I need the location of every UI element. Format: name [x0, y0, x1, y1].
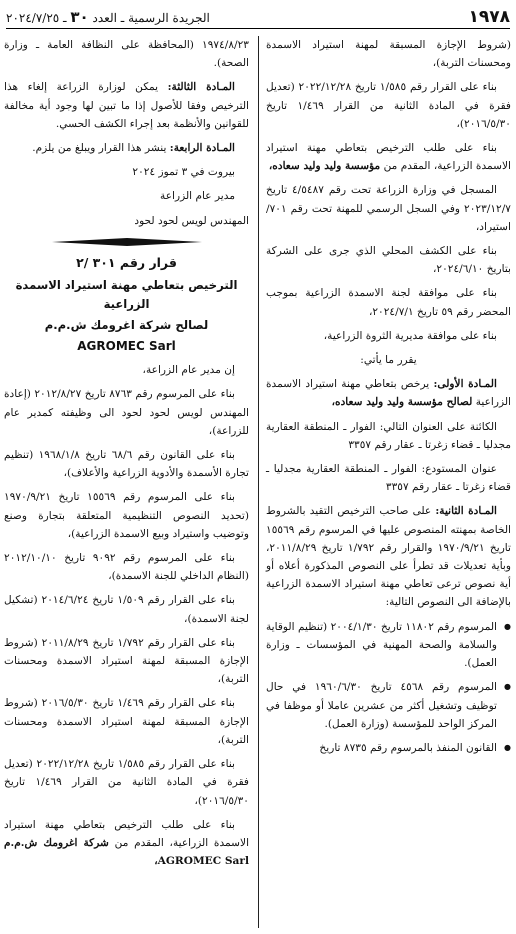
- article-1: [266, 375, 511, 411]
- decision-subject-line-1: الترخيص بتعاطي مهنة استيراد الاسمدة الزراعية: [15, 278, 238, 312]
- article-3-text: يمكن لوزارة الزراعة إلغاء هذا الترخيص وفقا للأصول إذا ما تبين لها وجود أية مخالفة للقوانين والأنظمة بعد إجراء الكشف الحسي.: [4, 81, 249, 130]
- decision-subject-line-2: لصالح شركة اغرومك ش.م.م: [44, 318, 209, 333]
- article-1-beneficiary: لصالح مؤسسة وليد وليد سعاده،: [331, 396, 473, 409]
- paragraph: بناء على القرار رقم ١/٥٨٥ تاريخ ٢٠٢٢/١٢/٢٨ (تعديل فقرة في المادة الثانية من القرار ١/٤٦٩ تاريخ ٢٠١٦/٥/٣٠)،: [266, 81, 511, 130]
- issue-number: ٣٠: [70, 8, 89, 26]
- article-2-label: المـادة الثانية:: [435, 505, 497, 518]
- paragraph: بناء على المرسوم رقم ٨٧٦٣ تاريخ ٢٠١٢/٨/٢٧ (إعادة المهندس لويس لحود لحود الى وظيفته كمدير عام للزراعة)،: [4, 388, 249, 437]
- decision-number: قرار رقم ٣٠١ /٢: [76, 254, 177, 270]
- applicant-name: مؤسسة وليد وليد سعاده،: [268, 160, 381, 173]
- paragraph: بناء على القرار رقم ١/٥٠٩ تاريخ ٢٠١٤/٦/٢٤ (تشكيل لجنة الاسمدة)،: [4, 594, 249, 625]
- paragraph: إن مدير عام الزراعة،: [142, 364, 235, 377]
- issue-date: ـ ٢٠٢٤/٧/٢٥: [6, 11, 67, 25]
- article-3: [4, 78, 249, 133]
- paragraph: بناء على الكشف المحلي الذي جرى على الشركة بتاريخ ٢٠٢٤/٦/١٠،: [266, 245, 511, 276]
- article-2-text: على صاحب الترخيص التقيد بالشروط الخاصة بمهنته المنصوص عليها في المرسوم رقم ١٥٥٦٩ تاريخ ١٩٧٠/٩/٢١ والقرار رقم ١/٧٩٢ تاريخ ٢٠١١/٨/٢٩، وبأية تعديلات قد تطرأ على النصوص المذكورة أعلاه أو أية نصوص ترعى تعاطي مهنة استيراد الاسمدة الزراعية بالإضافة الى النصوص التالية:: [266, 505, 511, 609]
- paragraph: ١٩٧٤/٨/٢٣ (المحافظة على النظافة العامة ـ وزارة الصحة).: [4, 39, 249, 70]
- signature-place-date: بيروت في ٣ تموز ٢٠٢٤: [132, 166, 235, 179]
- decision-company-latin: AGROMEC Sarl: [77, 339, 176, 354]
- list-item: ● المرسوم رقم ١١٨٠٢ تاريخ ٢٠٠٤/١/٣٠ (تنظيم الوقاية والسلامة والصحة المهنية في المؤسسات ـ وزارة العمل).: [266, 618, 511, 673]
- section-divider-ornament: [52, 236, 202, 248]
- address-warehouse: عنوان المستودع: الفوار ـ المنطقة العقارية مجدليا ـ قضاء زغرتا ـ عقار رقم ٣٣٥٧: [266, 463, 511, 494]
- left-column: [4, 36, 249, 876]
- paragraph: بناء على المرسوم رقم ٩٠٩٢ تاريخ ٢٠١٢/١٠/١٠ (النظام الداخلي للجنة الاسمدة)،: [4, 552, 249, 583]
- article-4: [4, 139, 249, 157]
- page-header: [6, 6, 510, 29]
- article-1-text: يرخص بتعاطي مهنة استيراد الاسمدة الزراعية: [266, 378, 511, 409]
- paragraph: بناء على القرار رقم ١/٧٩٢ تاريخ ٢٠١١/٨/٢٩ (شروط الإجازة المسبقة لمهنة استيراد الاسمدة ومحسنات التربة)،: [4, 636, 249, 686]
- article-4-label: المـادة الرابعة:: [169, 142, 235, 155]
- gazette-name: الجريدة الرسمية ـ العدد: [92, 11, 210, 25]
- column-divider: [258, 36, 259, 928]
- paragraph-text: بناء على طلب الترخيص بتعاطي مهنة استيراد الاسمدة الزراعية، المقدم من: [4, 818, 250, 849]
- right-column: [266, 36, 511, 763]
- article-4-text: ينشر هذا القرار ويبلغ من يلزم.: [32, 142, 167, 155]
- applicant-name: شركة اغرومك ش.م.م AGROMEC Sarl،: [4, 836, 249, 868]
- paragraph: (شروط الإجازة المسبقة لمهنة استيراد الاسمدة ومحسنات التربة)،: [266, 39, 511, 70]
- page-number: ١٩٧٨: [468, 7, 510, 27]
- running-head: [6, 8, 210, 26]
- paragraph: بناء على القرار رقم ١/٥٨٥ تاريخ ٢٠٢٢/١٢/٢٨ (تعديل فقرة في المادة الثانية من القرار ١/٤٦٩ تاريخ ٢٠١٦/٥/٣٠)،: [4, 758, 249, 807]
- paragraph: بناء على موافقة لجنة الاسمدة الزراعية بموجب المحضر رقم ٥٩ تاريخ ٢٠٢٤/٧/١،: [266, 287, 511, 318]
- paragraph: بناء على القانون رقم ٦٨/٦ تاريخ ١٩٦٨/١/٨ (تنظيم تجارة الأسمدة والأدوية الزراعية والأعلاف)،: [4, 449, 249, 480]
- paragraph: [4, 816, 249, 871]
- list-item: ● القانون المنفذ بالمرسوم رقم ٨٧٣٥ تاريخ: [266, 739, 511, 757]
- decides-heading: يقرر ما يأتي:: [360, 354, 417, 367]
- signature-title: مدير عام الزراعة: [160, 190, 235, 203]
- article-3-label: المـادة الثالثة:: [167, 81, 235, 94]
- paragraph: بناء على المرسوم رقم ١٥٥٦٩ تاريخ ١٩٧٠/٩/٢١ (تحديد النصوص التنظيمية المتعلقة بتجارة وصنع وتوضيب واستيراد وبيع الاسمدة الزراعية)،: [4, 491, 249, 540]
- article-2: [266, 502, 511, 611]
- address-main: الكائنة على العنوان التالي: الفوار ـ المنطقة العقارية مجدليا ـ قضاء زغرتا ـ عقار رقم ٣٣٥٧: [266, 420, 511, 451]
- paragraph: بناء على القرار رقم ١/٤٦٩ تاريخ ٢٠١٦/٥/٣٠ (شروط الإجازة المسبقة لمهنة استيراد الاسمدة ومحسنات التربة)،: [4, 697, 249, 746]
- paragraph: المسجل في وزارة الزراعة تحت رقم ٤/٥٤٨٧ تاريخ ٢٠٢٣/١٢/٧ وفي السجل الرسمي للمهنة تحت رقم ٧٠١/استيراد،: [266, 184, 511, 233]
- paragraph: بناء على موافقة مديرية الثروة الزراعية،: [323, 329, 497, 342]
- paragraph-text: بناء على طلب الترخيص بتعاطي مهنة استيراد الاسمدة الزراعية، المقدم من: [266, 142, 511, 173]
- signature-name: المهندس لويس لحود لحود: [134, 214, 249, 227]
- paragraph: [266, 139, 511, 175]
- article-1-label: المـادة الأولى:: [433, 378, 497, 391]
- list-item: ● المرسوم رقم ٤٥٦٨ تاريخ ١٩٦٠/٦/٣٠ في حال توظيف وتشغيل أكثر من عشرين عاملا أو موظفا في المركز الواحد للمؤسسة (وزارة العمل).: [266, 678, 511, 733]
